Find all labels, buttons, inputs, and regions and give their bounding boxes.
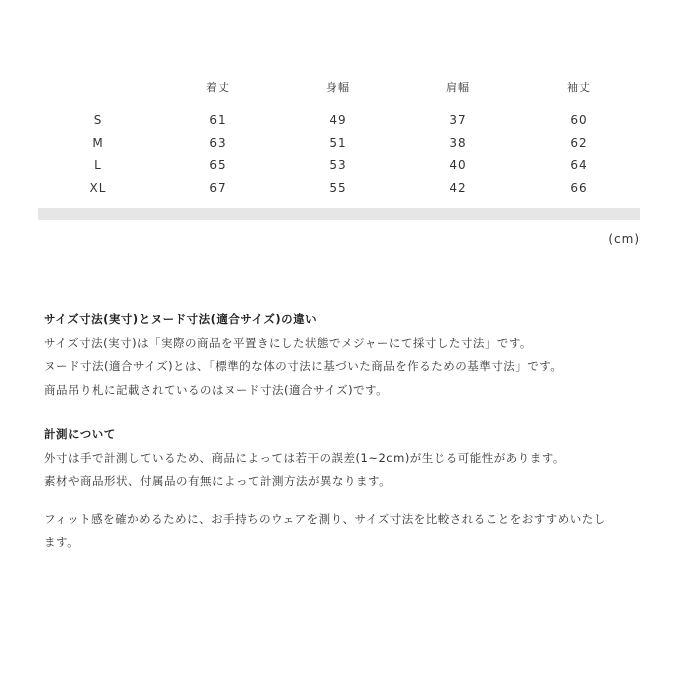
size-label: M bbox=[92, 135, 104, 150]
table-cell: 55 bbox=[329, 180, 347, 195]
unit-label: (cm) bbox=[608, 232, 640, 246]
spacer bbox=[44, 402, 644, 423]
header-sleeve: 袖丈 bbox=[567, 81, 591, 94]
table-cell: 42 bbox=[449, 180, 467, 195]
header-shoulder: 肩幅 bbox=[446, 81, 470, 94]
difference-line: サイズ寸法(実寸)は「実際の商品を平置きにした状態でメジャーにて採寸した寸法」です。 bbox=[44, 335, 532, 350]
size-label: XL bbox=[89, 180, 107, 195]
spacer bbox=[44, 494, 644, 508]
header-width: 身幅 bbox=[326, 81, 350, 94]
table-cell: 38 bbox=[449, 135, 467, 150]
table-row bbox=[38, 177, 640, 200]
closing-line: フィット感を確かめるために、お手持ちのウェアを測り、サイズ寸法を比較されることをおすすめいたし bbox=[44, 511, 606, 526]
size-label: S bbox=[93, 113, 103, 128]
table-cell: 63 bbox=[209, 135, 227, 150]
header-length: 着丈 bbox=[206, 81, 230, 94]
table-cell: 51 bbox=[329, 135, 347, 150]
table-divider-bar bbox=[38, 208, 640, 220]
difference-heading: サイズ寸法(実寸)とヌード寸法(適合サイズ)の違い bbox=[44, 312, 318, 326]
table-cell: 62 bbox=[570, 135, 588, 150]
table-cell: 65 bbox=[209, 158, 227, 173]
table-cell: 53 bbox=[329, 158, 347, 173]
difference-line: 商品吊り札に記載されているのはヌード寸法(適合サイズ)です。 bbox=[44, 382, 389, 397]
measurement-heading: 計測について bbox=[44, 427, 116, 441]
measurement-line: 外寸は手で計測しているため、商品によっては若干の誤差(1~2cm)が生じる可能性があります。 bbox=[44, 450, 565, 465]
table-cell: 67 bbox=[209, 180, 227, 195]
table-row bbox=[38, 109, 640, 132]
size-table bbox=[38, 76, 640, 199]
table-header-row bbox=[38, 76, 640, 98]
measurement-line: 素材や商品形状、付属品の有無によって計測方法が異なります。 bbox=[44, 474, 392, 488]
table-row bbox=[38, 154, 640, 177]
table-cell: 64 bbox=[570, 158, 588, 173]
size-label: L bbox=[94, 158, 102, 173]
table-cell: 66 bbox=[570, 180, 588, 195]
header-size bbox=[38, 76, 158, 98]
table-spacer bbox=[38, 98, 640, 109]
closing-line: ます。 bbox=[44, 535, 80, 549]
table-cell: 49 bbox=[329, 113, 347, 128]
table-cell: 40 bbox=[449, 158, 467, 173]
notes-section bbox=[44, 308, 644, 555]
table-cell: 61 bbox=[209, 113, 227, 128]
table-cell: 37 bbox=[449, 113, 467, 128]
table-row bbox=[38, 132, 640, 155]
table-cell: 60 bbox=[570, 113, 588, 128]
difference-line: ヌード寸法(適合サイズ)とは、「標準的な体の寸法に基づいた商品を作るための基準寸法」です。 bbox=[44, 359, 563, 373]
